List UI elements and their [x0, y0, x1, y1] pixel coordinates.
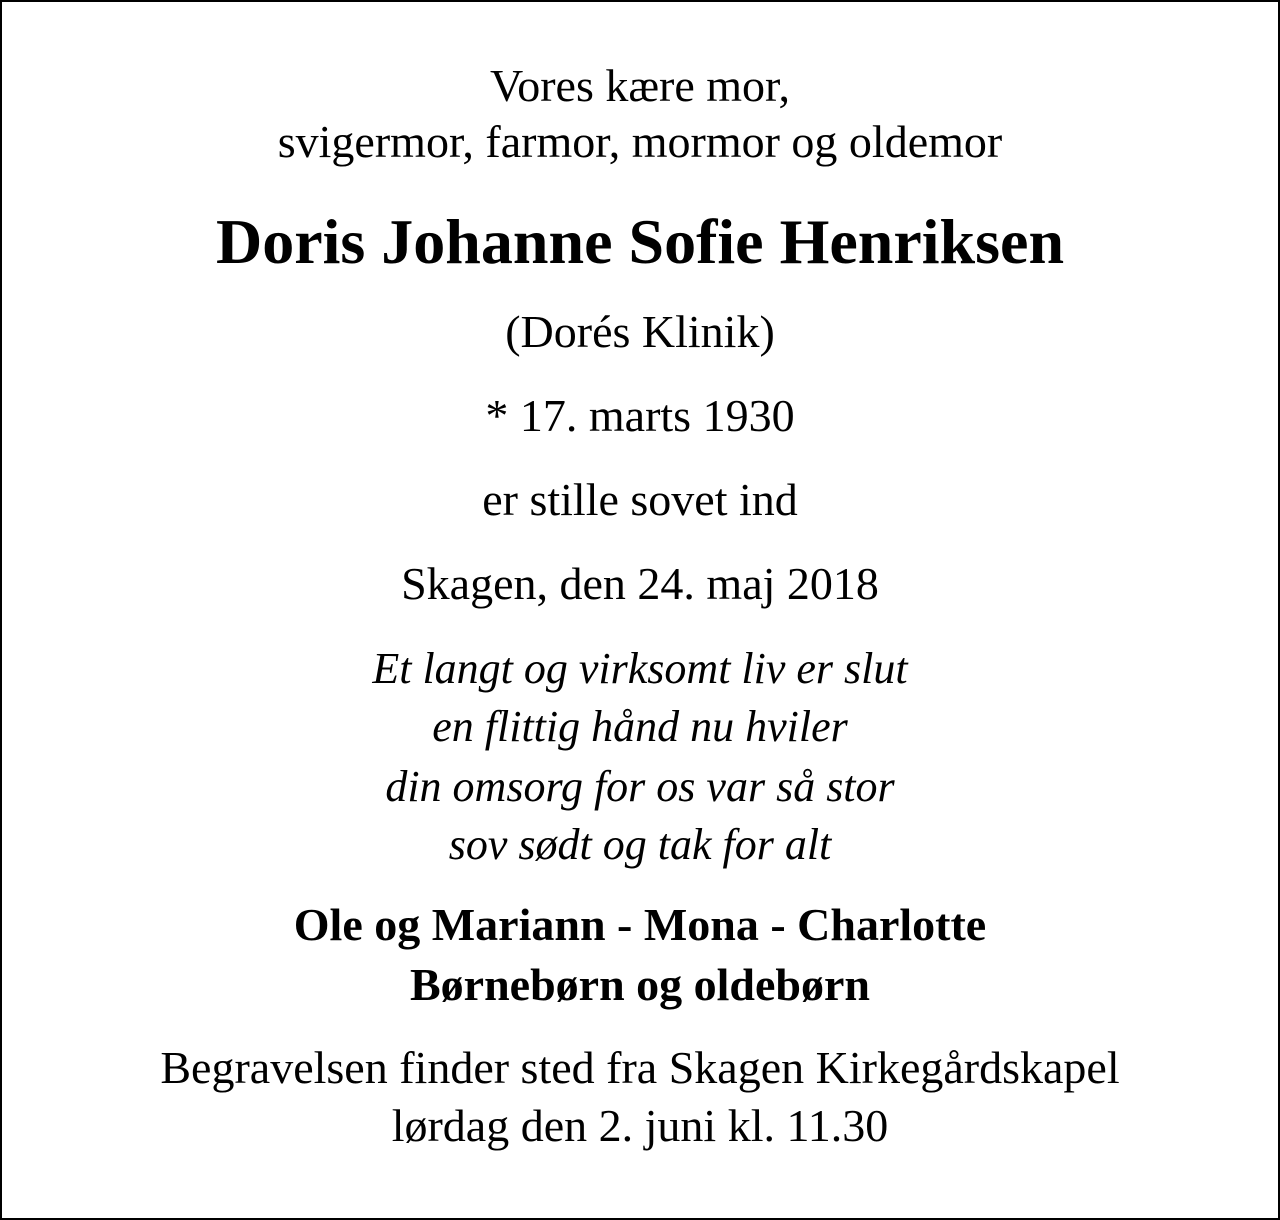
family-line-2: Børnebørn og oldebørn — [409, 959, 871, 1010]
place-and-date: Skagen, den 24. maj 2018 — [401, 558, 879, 609]
passed-text: er stille sovet ind — [482, 474, 798, 525]
nickname: (Dorés Klinik) — [505, 306, 775, 357]
intro-line-2: svigermor, farmor, mormor og oldemor — [277, 116, 1003, 167]
deceased-name: Doris Johanne Sofie Henriksen — [215, 206, 1065, 277]
poem-line-2: en flittig hånd nu hviler — [432, 702, 848, 751]
poem-line-4: sov sødt og tak for alt — [448, 820, 832, 869]
funeral-line-2: lørdag den 2. juni kl. 11.30 — [391, 1100, 889, 1151]
intro-line-1: Vores kære mor, — [489, 60, 791, 111]
funeral-line-1: Begravelsen finder sted fra Skagen Kirkegårdskapel — [160, 1042, 1120, 1093]
poem-line-1: Et langt og virksomt liv er slut — [372, 644, 908, 693]
poem-line-3: din omsorg for os var så stor — [385, 762, 895, 811]
family-line-1: Ole og Mariann - Mona - Charlotte — [293, 899, 987, 950]
birth-date: * 17. marts 1930 — [485, 390, 795, 441]
